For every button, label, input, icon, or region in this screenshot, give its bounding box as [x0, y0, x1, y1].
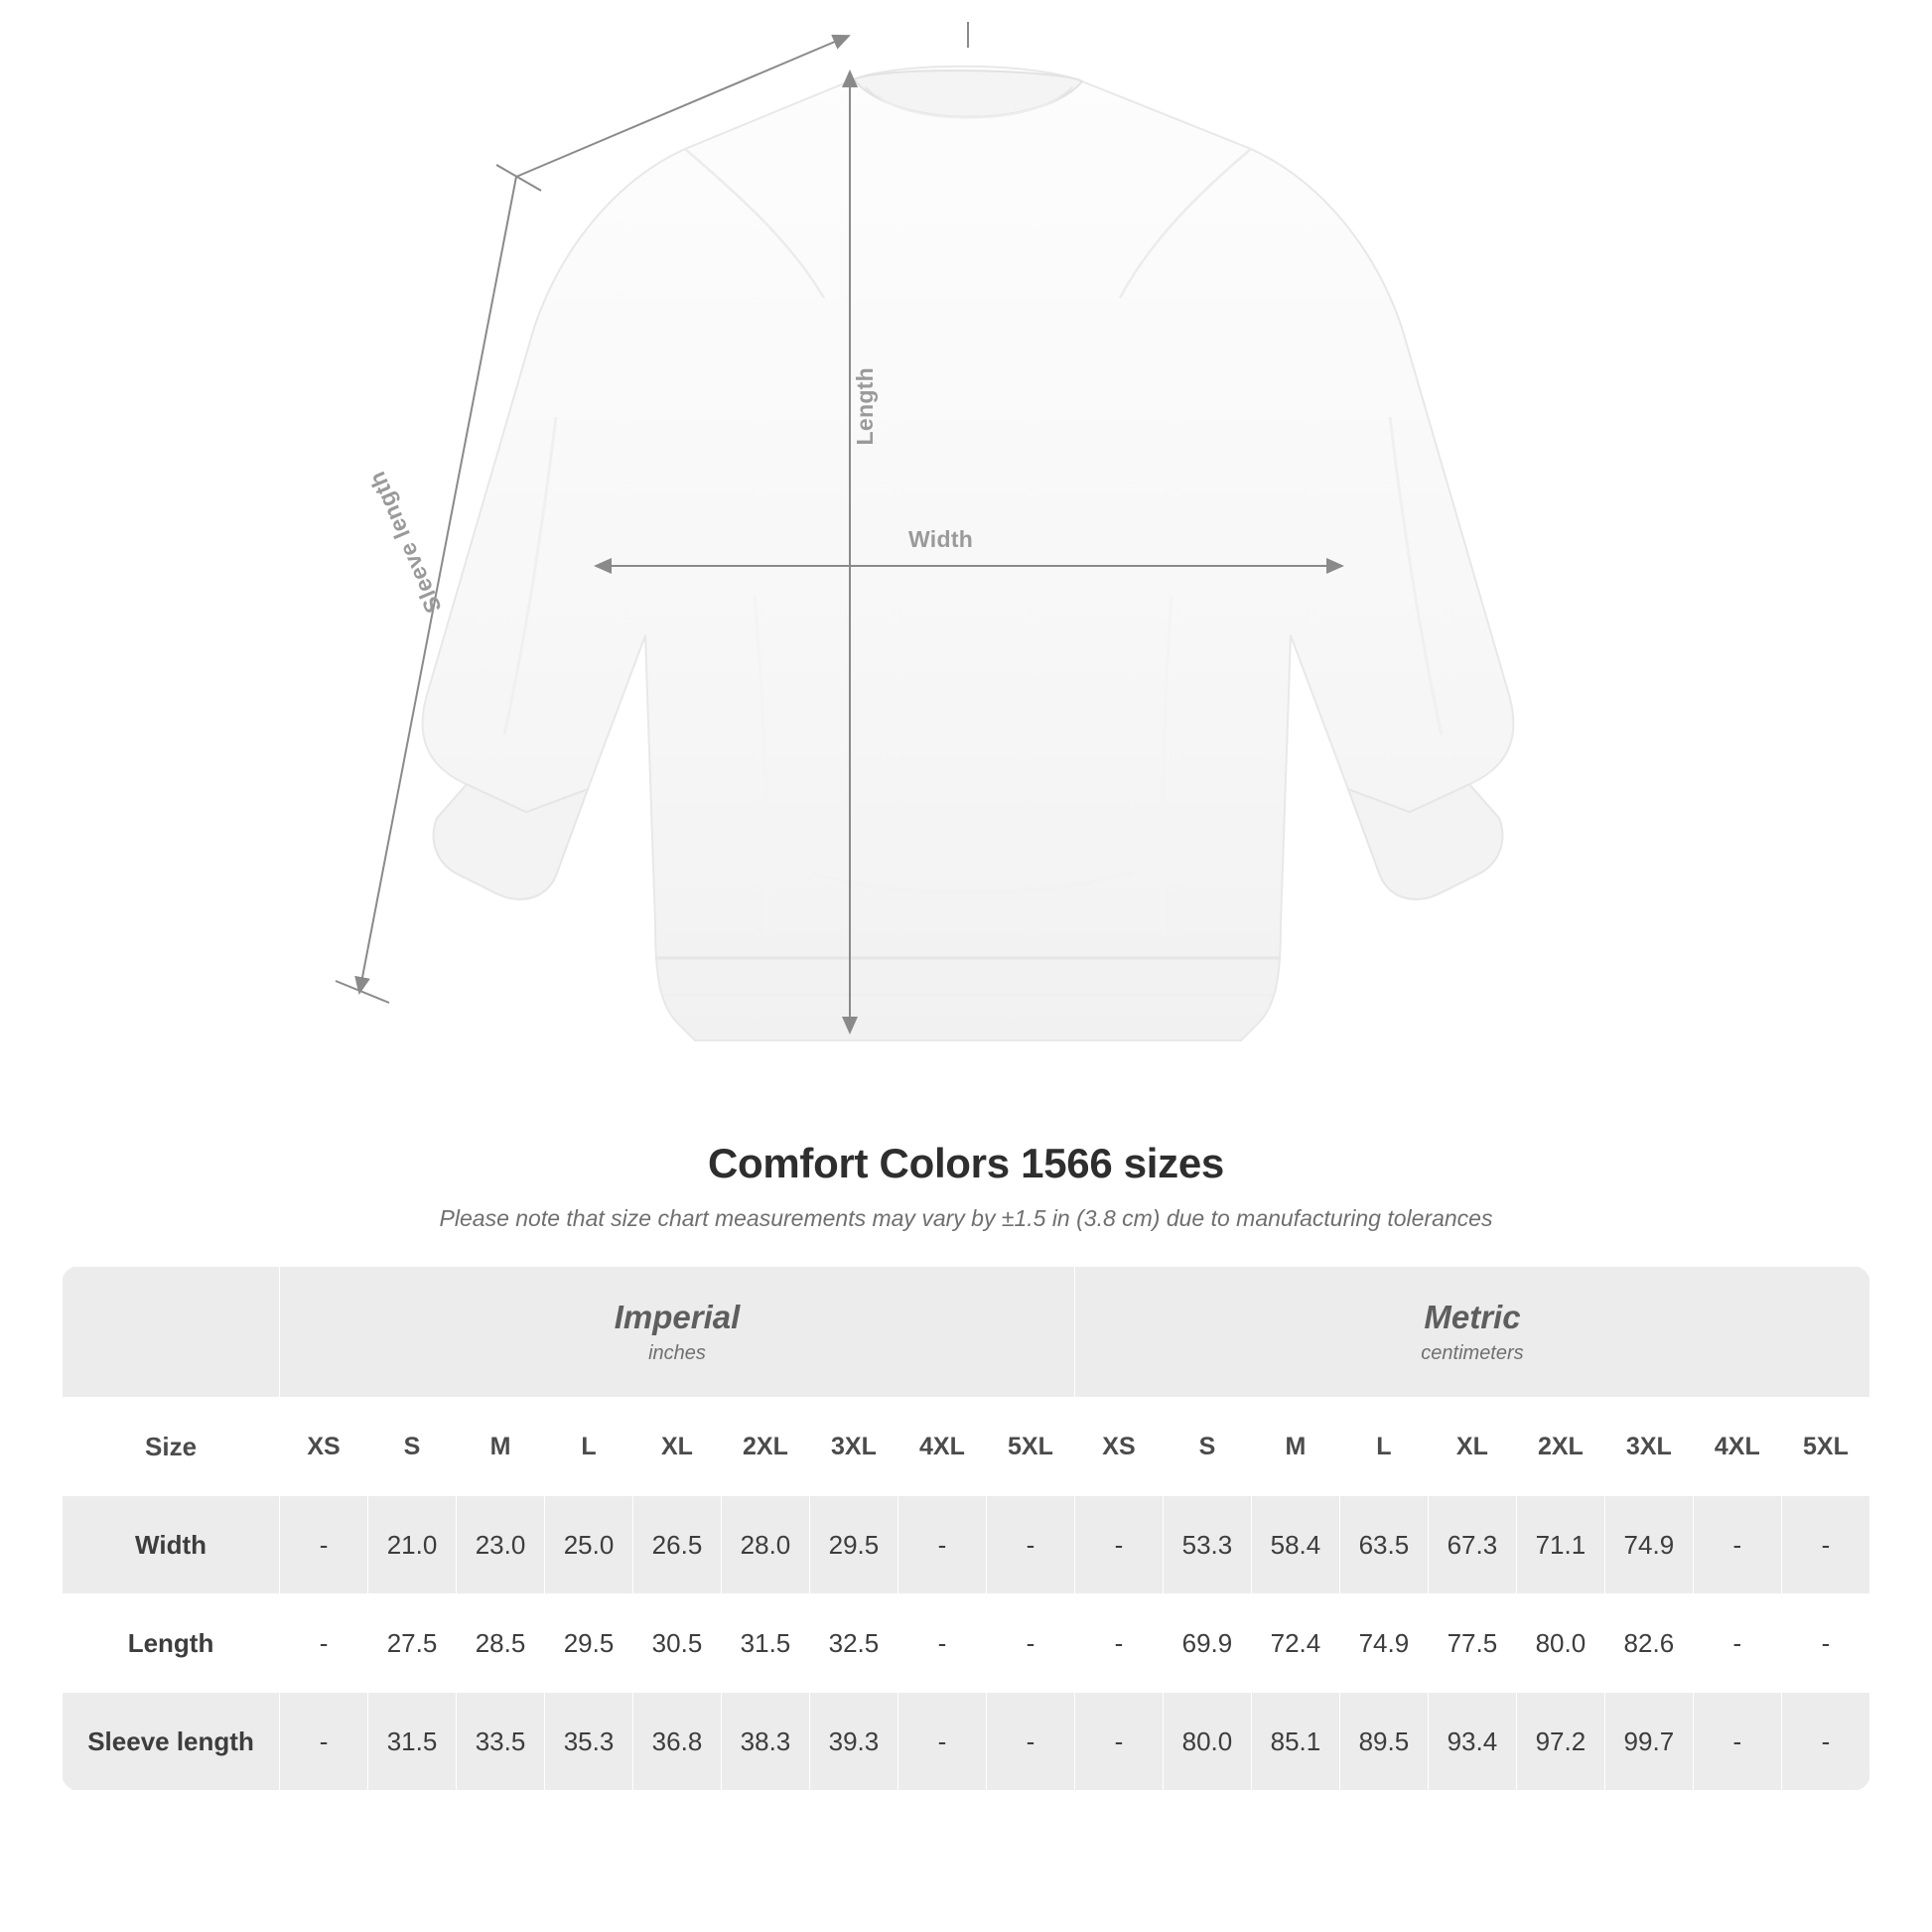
width-dimension-label: Width — [908, 526, 974, 552]
size-header-imperial-l: L — [545, 1398, 633, 1496]
cell-width-imperial-5xl: - — [986, 1496, 1074, 1594]
page-subtitle: Please note that size chart measurements may vary by ±1.5 in (3.8 cm) due to manufacturing tolerances — [439, 1205, 1493, 1231]
row-label-length: Length — [63, 1594, 280, 1693]
cell-length-imperial-4xl: - — [897, 1594, 986, 1693]
size-header-imperial-4xl: 4XL — [897, 1398, 986, 1496]
page-title: Comfort Colors 1566 sizes — [707, 1140, 1224, 1186]
cell-width-imperial-m: 23.0 — [457, 1496, 545, 1594]
size-table — [62, 1266, 1870, 1791]
cell-length-imperial-3xl: 32.5 — [809, 1594, 897, 1693]
cell-width-metric-2xl: 71.1 — [1516, 1496, 1604, 1594]
cell-width-metric-xl: 67.3 — [1428, 1496, 1516, 1594]
cell-length-imperial-5xl: - — [986, 1594, 1074, 1693]
table-row — [63, 1693, 1870, 1791]
unit-sub-imperial: inches — [648, 1342, 706, 1364]
cell-width-imperial-3xl: 29.5 — [809, 1496, 897, 1594]
cell-sleeve-metric-xs: - — [1074, 1693, 1163, 1791]
unit-header-metric — [1074, 1267, 1869, 1398]
unit-name-metric: Metric — [1424, 1299, 1521, 1335]
unit-header-spacer — [63, 1267, 280, 1398]
size-header-imperial-s: S — [368, 1398, 457, 1496]
cell-sleeve-metric-xl: 93.4 — [1428, 1693, 1516, 1791]
cell-length-imperial-l: 29.5 — [545, 1594, 633, 1693]
cell-sleeve-imperial-5xl: - — [986, 1693, 1074, 1791]
size-header-metric-s: S — [1163, 1398, 1251, 1496]
size-header-metric-xs: XS — [1074, 1398, 1163, 1496]
unit-name-imperial: Imperial — [614, 1299, 741, 1335]
cell-sleeve-metric-s: 80.0 — [1163, 1693, 1251, 1791]
cell-length-imperial-s: 27.5 — [368, 1594, 457, 1693]
cell-length-metric-l: 74.9 — [1339, 1594, 1428, 1693]
cell-width-imperial-s: 21.0 — [368, 1496, 457, 1594]
size-header-imperial-xs: XS — [280, 1398, 368, 1496]
title-block — [0, 1140, 1932, 1232]
sweatshirt-shape — [423, 67, 1514, 1040]
size-header-label: Size — [63, 1398, 280, 1496]
cell-width-metric-3xl: 74.9 — [1604, 1496, 1693, 1594]
cell-width-metric-l: 63.5 — [1339, 1496, 1428, 1594]
table-row — [63, 1594, 1870, 1693]
size-header-imperial-m: M — [457, 1398, 545, 1496]
cell-width-metric-5xl: - — [1781, 1496, 1869, 1594]
cell-width-imperial-xl: 26.5 — [632, 1496, 721, 1594]
size-header-metric-l: L — [1339, 1398, 1428, 1496]
unit-header-imperial — [280, 1267, 1075, 1398]
cell-length-metric-5xl: - — [1781, 1594, 1869, 1693]
cell-width-imperial-xs: - — [280, 1496, 368, 1594]
size-header-metric-xl: XL — [1428, 1398, 1516, 1496]
cell-sleeve-imperial-m: 33.5 — [457, 1693, 545, 1791]
cell-length-imperial-xl: 30.5 — [632, 1594, 721, 1693]
cell-length-metric-xs: - — [1074, 1594, 1163, 1693]
cell-sleeve-imperial-3xl: 39.3 — [809, 1693, 897, 1791]
cell-length-metric-3xl: 82.6 — [1604, 1594, 1693, 1693]
cell-length-metric-s: 69.9 — [1163, 1594, 1251, 1693]
cell-sleeve-imperial-l: 35.3 — [545, 1693, 633, 1791]
row-label-sleeve-length: Sleeve length — [63, 1693, 280, 1791]
size-header-imperial-5xl: 5XL — [986, 1398, 1074, 1496]
size-header-imperial-3xl: 3XL — [809, 1398, 897, 1496]
cell-width-imperial-2xl: 28.0 — [721, 1496, 809, 1594]
cell-length-imperial-m: 28.5 — [457, 1594, 545, 1693]
sleeve-length-dimension-label: Sleeve length — [363, 468, 447, 618]
size-header-metric-5xl: 5XL — [1781, 1398, 1869, 1496]
table-row — [63, 1496, 1870, 1594]
cell-length-imperial-xs: - — [280, 1594, 368, 1693]
cell-sleeve-imperial-s: 31.5 — [368, 1693, 457, 1791]
cell-width-metric-m: 58.4 — [1251, 1496, 1339, 1594]
cell-width-metric-s: 53.3 — [1163, 1496, 1251, 1594]
cell-length-metric-2xl: 80.0 — [1516, 1594, 1604, 1693]
length-dimension-label: Length — [852, 367, 878, 446]
cell-sleeve-metric-4xl: - — [1693, 1693, 1781, 1791]
cell-length-metric-4xl: - — [1693, 1594, 1781, 1693]
size-header-imperial-xl: XL — [632, 1398, 721, 1496]
size-header-metric-m: M — [1251, 1398, 1339, 1496]
size-header-row — [63, 1398, 1870, 1496]
size-header-metric-4xl: 4XL — [1693, 1398, 1781, 1496]
cell-sleeve-metric-3xl: 99.7 — [1604, 1693, 1693, 1791]
size-header-metric-2xl: 2XL — [1516, 1398, 1604, 1496]
cell-width-metric-4xl: - — [1693, 1496, 1781, 1594]
cell-sleeve-imperial-2xl: 38.3 — [721, 1693, 809, 1791]
cell-sleeve-metric-5xl: - — [1781, 1693, 1869, 1791]
cell-sleeve-metric-l: 89.5 — [1339, 1693, 1428, 1791]
row-label-width: Width — [63, 1496, 280, 1594]
cell-sleeve-metric-2xl: 97.2 — [1516, 1693, 1604, 1791]
unit-header-row — [63, 1267, 1870, 1398]
cell-width-imperial-4xl: - — [897, 1496, 986, 1594]
cell-width-metric-xs: - — [1074, 1496, 1163, 1594]
unit-sub-metric: centimeters — [1421, 1342, 1524, 1364]
size-header-metric-3xl: 3XL — [1604, 1398, 1693, 1496]
cell-width-imperial-l: 25.0 — [545, 1496, 633, 1594]
cell-length-metric-m: 72.4 — [1251, 1594, 1339, 1693]
cell-length-imperial-2xl: 31.5 — [721, 1594, 809, 1693]
size-header-imperial-2xl: 2XL — [721, 1398, 809, 1496]
cell-sleeve-imperial-xs: - — [280, 1693, 368, 1791]
cell-sleeve-imperial-xl: 36.8 — [632, 1693, 721, 1791]
cell-length-metric-xl: 77.5 — [1428, 1594, 1516, 1693]
size-table-container — [62, 1266, 1870, 1791]
cell-sleeve-metric-m: 85.1 — [1251, 1693, 1339, 1791]
cell-sleeve-imperial-4xl: - — [897, 1693, 986, 1791]
